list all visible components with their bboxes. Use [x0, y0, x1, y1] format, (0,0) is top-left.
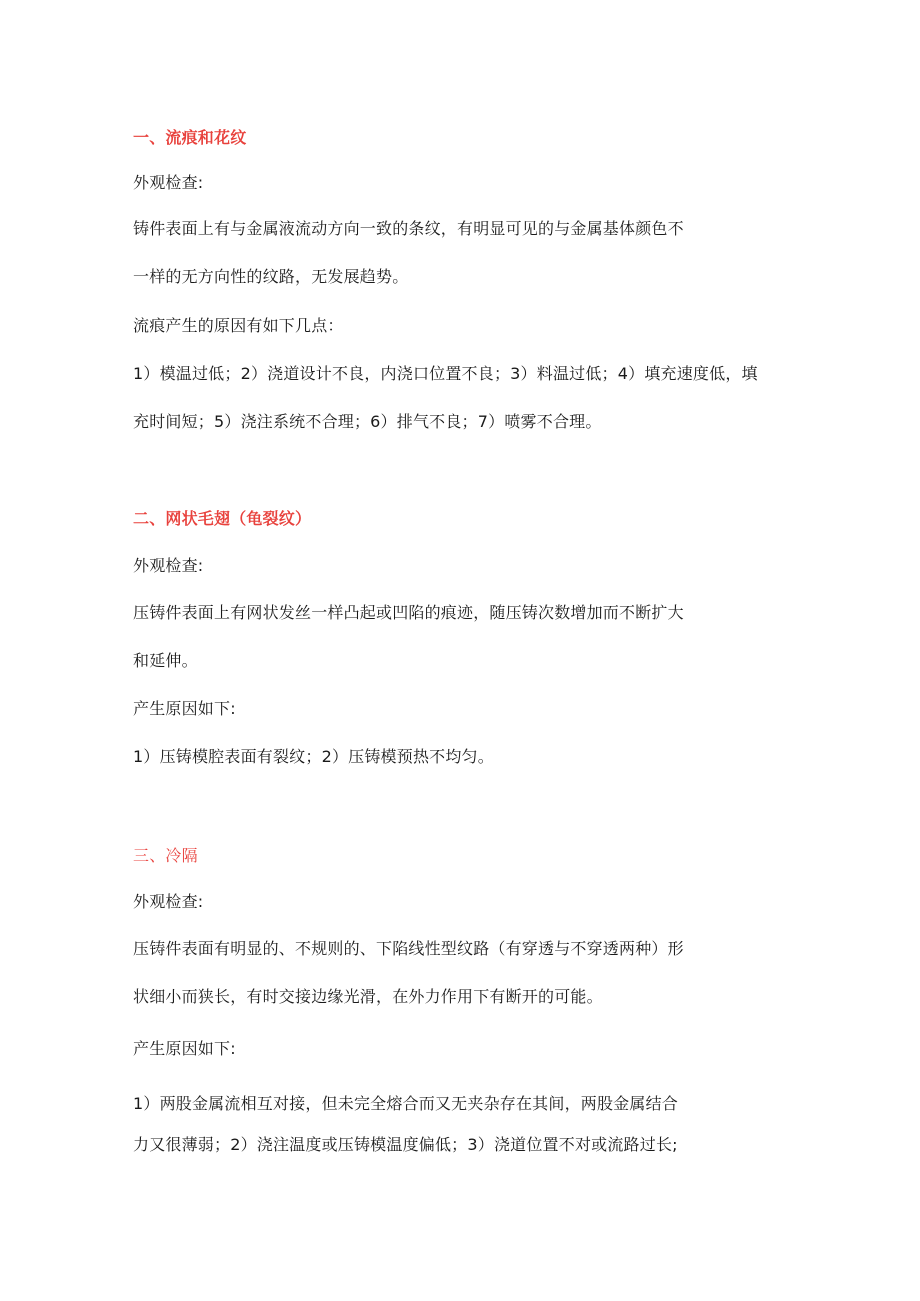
section-heading-1: 一、流痕和花纹	[133, 128, 247, 147]
section-3-cause-line-1: 1）两股金属流相互对接，但未完全熔合而又无夹杂存在其间，两股金属结合	[133, 1094, 678, 1113]
section-2-cause-label: 产生原因如下:	[133, 699, 236, 718]
section-3-desc-line-1: 压铸件表面有明显的、不规则的、下陷线性型纹路（有穿透与不穿透两种）形	[133, 939, 684, 958]
section-1-cause-line-2: 充时间短；5）浇注系统不合理；6）排气不良；7）喷雾不合理。	[133, 412, 602, 431]
section-heading-3: 三、冷隔	[133, 846, 198, 865]
section-2-check-label: 外观检查:	[133, 556, 204, 575]
section-3-cause-label: 产生原因如下:	[133, 1039, 236, 1058]
section-2-desc-line-2: 和延伸。	[133, 651, 198, 670]
section-2-cause-line-1: 1）压铸模腔表面有裂纹；2）压铸模预热不均匀。	[133, 747, 494, 766]
section-heading-2: 二、网状毛翅（龟裂纹）	[133, 509, 312, 528]
section-1-cause-line-1: 1）模温过低；2）浇道设计不良，内浇口位置不良；3）料温过低；4）填充速度低，填	[133, 364, 758, 383]
section-1-check-label: 外观检查:	[133, 173, 204, 192]
section-3-check-label: 外观检查:	[133, 892, 204, 911]
section-1-cause-label: 流痕产生的原因有如下几点：	[133, 316, 344, 335]
section-3-desc-line-2: 状细小而狭长，有时交接边缘光滑，在外力作用下有断开的可能。	[133, 987, 603, 1006]
section-1-desc-line-1: 铸件表面上有与金属液流动方向一致的条纹，有明显可见的与金属基体颜色不	[133, 219, 684, 238]
section-1-desc-line-2: 一样的无方向性的纹路，无发展趋势。	[133, 267, 409, 286]
section-2-desc-line-1: 压铸件表面上有网状发丝一样凸起或凹陷的痕迹，随压铸次数增加而不断扩大	[133, 603, 684, 622]
section-3-cause-line-2: 力又很薄弱；2）浇注温度或压铸模温度偏低；3）浇道位置不对或流路过长;	[133, 1135, 678, 1154]
